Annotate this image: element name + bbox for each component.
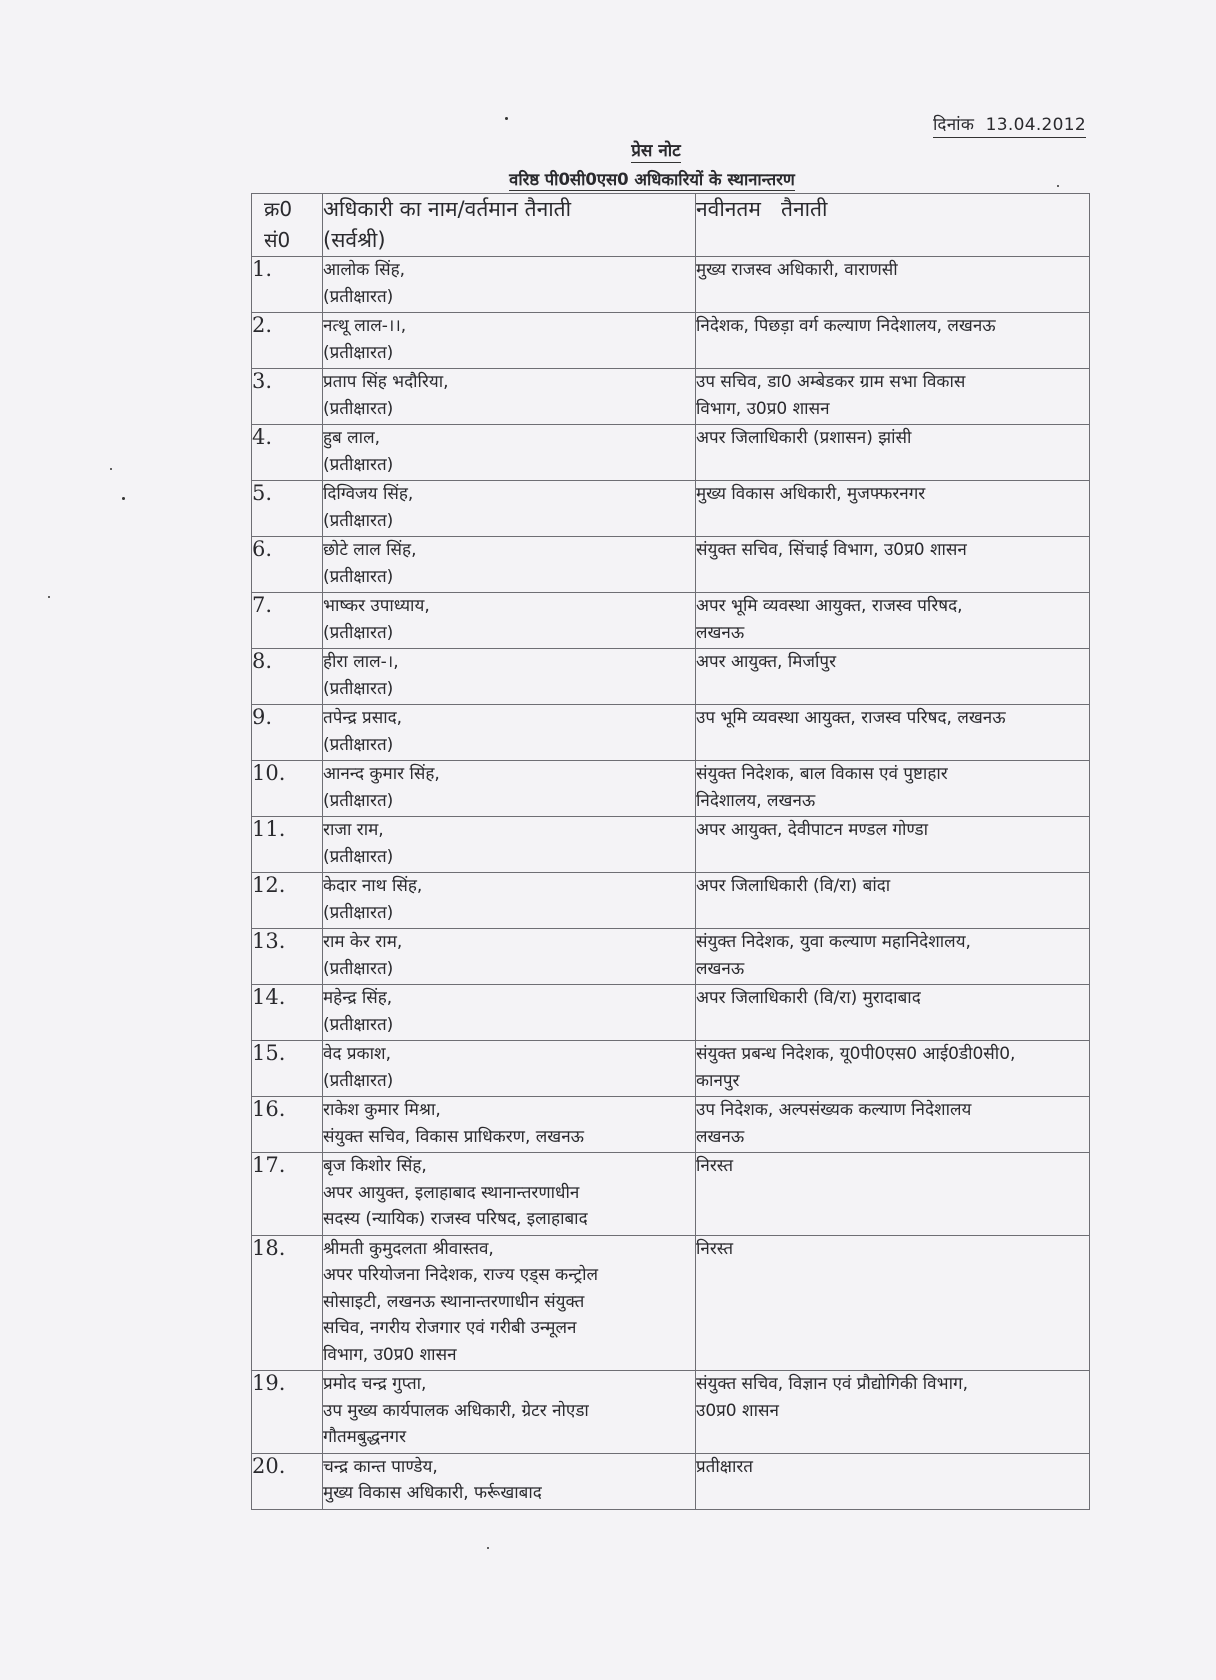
new-posting-line: अपर भूमि व्यवस्था आयुक्त, राजस्व परिषद, (696, 596, 963, 616)
officer-cell (323, 1453, 696, 1509)
new-posting-cell (696, 1041, 1090, 1097)
serial-number: 11. (252, 817, 323, 873)
officer-name: बृज किशोर सिंह, (323, 1156, 427, 1176)
new-posting-line: लखनऊ (696, 1126, 745, 1147)
header-officer-line-2: (सर्वश्री) (323, 228, 386, 252)
officer-name: भाष्कर उपाध्याय, (323, 596, 430, 616)
officer-name: केदार नाथ सिंह, (323, 876, 423, 896)
officer-current-posting: (प्रतीक्षारत) (323, 398, 394, 419)
new-posting-line: निदेशक, पिछड़ा वर्ग कल्याण निदेशालय, लखनऊ (696, 316, 996, 336)
header-officer (323, 194, 696, 257)
new-posting-line: प्रतीक्षारत (696, 1456, 754, 1477)
new-posting-cell (696, 1097, 1090, 1153)
officer-current-posting: सचिव, नगरीय रोजगार एवं गरीबी उन्मूलन (323, 1318, 577, 1338)
officer-cell (323, 985, 696, 1041)
header-officer-line-1: अधिकारी का नाम/वर्तमान तैनाती (323, 197, 572, 221)
table-row (252, 1371, 1090, 1454)
table-row (252, 369, 1090, 425)
new-posting-cell (696, 257, 1090, 313)
officer-current-posting: सोसाइटी, लखनऊ स्थानान्तरणाधीन संयुक्त (323, 1291, 585, 1312)
new-posting-line: निदेशालय, लखनऊ (696, 790, 816, 811)
table-row (252, 649, 1090, 705)
scan-speck (487, 1547, 489, 1549)
serial-number: 10. (252, 761, 323, 817)
header-serial-line-1: क्र0 (264, 197, 293, 221)
officer-cell (323, 1235, 696, 1371)
officer-name: वेद प्रकाश, (323, 1044, 391, 1064)
new-posting-cell (696, 481, 1090, 537)
officer-current-posting: (प्रतीक्षारत) (323, 622, 394, 643)
new-posting-line: निरस्त (696, 1156, 734, 1176)
new-posting-line: मुख्य विकास अधिकारी, मुजफ्फरनगर (696, 484, 926, 504)
new-posting-line: उप भूमि व्यवस्था आयुक्त, राजस्व परिषद, लखनऊ (696, 708, 1006, 728)
new-posting-line: संयुक्त सचिव, विज्ञान एवं प्रौद्योगिकी विभाग, (696, 1374, 968, 1394)
table-row (252, 1235, 1090, 1371)
subtitle-text: वरिष्ठ पी0सी0एस0 अधिकारियों के स्थानान्तरण (509, 170, 795, 189)
officer-name: हुब लाल, (323, 428, 380, 448)
header-new-posting (696, 194, 1090, 257)
serial-number: 12. (252, 873, 323, 929)
officer-cell (323, 593, 696, 649)
new-posting-cell (696, 1453, 1090, 1509)
header-serial-line-2: सं0 (264, 228, 291, 252)
officer-current-posting: संयुक्त सचिव, विकास प्राधिकरण, लखनऊ (323, 1126, 584, 1147)
table-row (252, 985, 1090, 1041)
officer-current-posting: मुख्य विकास अधिकारी, फर्रूखाबाद (323, 1483, 542, 1503)
officer-cell (323, 1371, 696, 1454)
officer-cell (323, 929, 696, 985)
table-row (252, 761, 1090, 817)
new-posting-line: उप निदेशक, अल्पसंख्यक कल्याण निदेशालय (696, 1100, 972, 1120)
officer-current-posting: (प्रतीक्षारत) (323, 846, 394, 867)
new-posting-cell (696, 649, 1090, 705)
new-posting-line: लखनऊ (696, 622, 745, 643)
date-value: 13.04.2012 (985, 115, 1086, 135)
table-row (252, 593, 1090, 649)
officer-current-posting: (प्रतीक्षारत) (323, 902, 394, 923)
officer-current-posting: अपर आयुक्त, इलाहाबाद स्थानान्तरणाधीन (323, 1182, 580, 1203)
header-serial-number (252, 194, 323, 257)
officer-current-posting: (प्रतीक्षारत) (323, 342, 394, 363)
date-label: दिनांक (933, 115, 975, 135)
new-posting-line: अपर जिलाधिकारी (प्रशासन) झांसी (696, 428, 912, 448)
new-posting-line: उ0प्र0 शासन (696, 1400, 779, 1421)
new-posting-cell (696, 425, 1090, 481)
new-posting-cell (696, 593, 1090, 649)
new-posting-cell (696, 985, 1090, 1041)
officer-cell (323, 649, 696, 705)
officer-name: राम केर राम, (323, 932, 403, 952)
officer-current-posting: (प्रतीक्षारत) (323, 1070, 394, 1091)
serial-number: 4. (252, 425, 323, 481)
table-row (252, 929, 1090, 985)
serial-number: 15. (252, 1041, 323, 1097)
table-row (252, 481, 1090, 537)
serial-number: 9. (252, 705, 323, 761)
new-posting-line: संयुक्त सचिव, सिंचाई विभाग, उ0प्र0 शासन (696, 540, 967, 560)
officer-cell (323, 257, 696, 313)
new-posting-cell (696, 1153, 1090, 1236)
officer-name: आलोक सिंह, (323, 260, 406, 280)
serial-number: 1. (252, 257, 323, 313)
officer-current-posting: विभाग, उ0प्र0 शासन (323, 1344, 457, 1365)
new-posting-line: निरस्त (696, 1238, 734, 1259)
table-row (252, 425, 1090, 481)
scan-speck (110, 468, 112, 470)
new-posting-line: अपर जिलाधिकारी (वि/रा) बांदा (696, 876, 891, 896)
table-row (252, 257, 1090, 313)
officer-name: आनन्द कुमार सिंह, (323, 764, 440, 784)
table-row (252, 537, 1090, 593)
new-posting-line: संयुक्त निदेशक, युवा कल्याण महानिदेशालय, (696, 932, 971, 952)
serial-number: 5. (252, 481, 323, 537)
new-posting-cell (696, 313, 1090, 369)
officer-name: श्रीमती कुमुदलता श्रीवास्तव, (323, 1238, 494, 1259)
officer-name: राकेश कुमार मिश्रा, (323, 1100, 441, 1120)
serial-number: 6. (252, 537, 323, 593)
scan-speck (48, 596, 50, 598)
officer-current-posting: गौतमबुद्धनगर (323, 1427, 407, 1447)
officer-name: प्रताप सिंह भदौरिया, (323, 372, 449, 392)
table-row (252, 873, 1090, 929)
new-posting-cell (696, 1371, 1090, 1454)
new-posting-cell (696, 817, 1090, 873)
officer-cell (323, 1041, 696, 1097)
officer-name: राजा राम, (323, 820, 384, 840)
officer-name: महेन्द्र सिंह, (323, 988, 393, 1008)
officer-current-posting: (प्रतीक्षारत) (323, 790, 394, 811)
scan-speck (122, 497, 125, 500)
officer-cell (323, 425, 696, 481)
table-row (252, 1097, 1090, 1153)
new-posting-cell (696, 761, 1090, 817)
new-posting-line: लखनऊ (696, 958, 745, 979)
transfer-table (251, 193, 1090, 1510)
serial-number: 17. (252, 1153, 323, 1236)
officer-current-posting: (प्रतीक्षारत) (323, 510, 394, 531)
officer-current-posting: (प्रतीक्षारत) (323, 566, 394, 587)
officer-current-posting: सदस्य (न्यायिक) राजस्व परिषद, इलाहाबाद (323, 1209, 588, 1229)
document-subtitle (44, 167, 1216, 190)
new-posting-line: अपर आयुक्त, मिर्जापुर (696, 652, 837, 672)
serial-number: 18. (252, 1235, 323, 1371)
table-body (252, 257, 1090, 1510)
officer-cell (323, 873, 696, 929)
officer-cell (323, 313, 696, 369)
officer-current-posting: (प्रतीक्षारत) (323, 1014, 394, 1035)
new-posting-line: विभाग, उ0प्र0 शासन (696, 398, 830, 419)
serial-number: 3. (252, 369, 323, 425)
new-posting-line: कानपुर (696, 1070, 740, 1091)
officer-cell (323, 705, 696, 761)
serial-number: 14. (252, 985, 323, 1041)
officer-current-posting: अपर परियोजना निदेशक, राज्य एड्स कन्ट्रोल (323, 1265, 599, 1285)
officer-name: छोटे लाल सिंह, (323, 540, 417, 560)
officer-cell (323, 1097, 696, 1153)
new-posting-line: अपर जिलाधिकारी (वि/रा) मुरादाबाद (696, 988, 921, 1008)
table-row (252, 313, 1090, 369)
table-row (252, 1453, 1090, 1509)
officer-current-posting: (प्रतीक्षारत) (323, 286, 394, 307)
officer-name: चन्द्र कान्त पाण्डेय, (323, 1456, 438, 1477)
officer-cell (323, 369, 696, 425)
table-row (252, 1041, 1090, 1097)
officer-name: दिग्विजय सिंह, (323, 484, 414, 504)
document-title (48, 138, 1216, 161)
officer-cell (323, 761, 696, 817)
date-text (933, 115, 1086, 138)
officer-current-posting: (प्रतीक्षारत) (323, 734, 394, 755)
officer-name: तपेन्द्र प्रसाद, (323, 708, 403, 728)
new-posting-line: संयुक्त प्रबन्ध निदेशक, यू0पी0एस0 आई0डी0सी0, (696, 1044, 1016, 1064)
serial-number: 13. (252, 929, 323, 985)
officer-cell (323, 817, 696, 873)
serial-number: 20. (252, 1453, 323, 1509)
serial-number: 2. (252, 313, 323, 369)
table-row (252, 817, 1090, 873)
officer-current-posting: उप मुख्य कार्यपालक अधिकारी, ग्रेटर नोएडा (323, 1400, 589, 1421)
serial-number: 19. (252, 1371, 323, 1454)
new-posting-line: अपर आयुक्त, देवीपाटन मण्डल गोण्डा (696, 820, 929, 840)
new-posting-cell (696, 705, 1090, 761)
officer-cell (323, 537, 696, 593)
officer-current-posting: (प्रतीक्षारत) (323, 678, 394, 699)
officer-current-posting: (प्रतीक्षारत) (323, 454, 394, 475)
table-row (252, 1153, 1090, 1236)
new-posting-line: संयुक्त निदेशक, बाल विकास एवं पुष्टाहार (696, 764, 948, 784)
new-posting-line: मुख्य राजस्व अधिकारी, वाराणसी (696, 260, 898, 280)
new-posting-cell (696, 873, 1090, 929)
scan-speck (505, 117, 508, 120)
officer-cell (323, 1153, 696, 1236)
serial-number: 16. (252, 1097, 323, 1153)
title-text: प्रेस नोट (631, 141, 681, 161)
header-posting-text: नवीनतम तैनाती (696, 197, 828, 221)
officer-name: हीरा लाल-।, (323, 652, 399, 672)
new-posting-cell (696, 1235, 1090, 1371)
document-date (933, 112, 1086, 135)
new-posting-cell (696, 369, 1090, 425)
officer-name: प्रमोद चन्द्र गुप्ता, (323, 1374, 427, 1394)
officer-name: नत्थू लाल-।।, (323, 316, 407, 336)
new-posting-line: उप सचिव, डा0 अम्बेडकर ग्राम सभा विकास (696, 372, 966, 392)
new-posting-cell (696, 537, 1090, 593)
officer-current-posting: (प्रतीक्षारत) (323, 958, 394, 979)
table-row (252, 705, 1090, 761)
scan-speck (1057, 185, 1059, 187)
serial-number: 8. (252, 649, 323, 705)
new-posting-cell (696, 929, 1090, 985)
table-header-row (252, 194, 1090, 257)
serial-number: 7. (252, 593, 323, 649)
officer-cell (323, 481, 696, 537)
